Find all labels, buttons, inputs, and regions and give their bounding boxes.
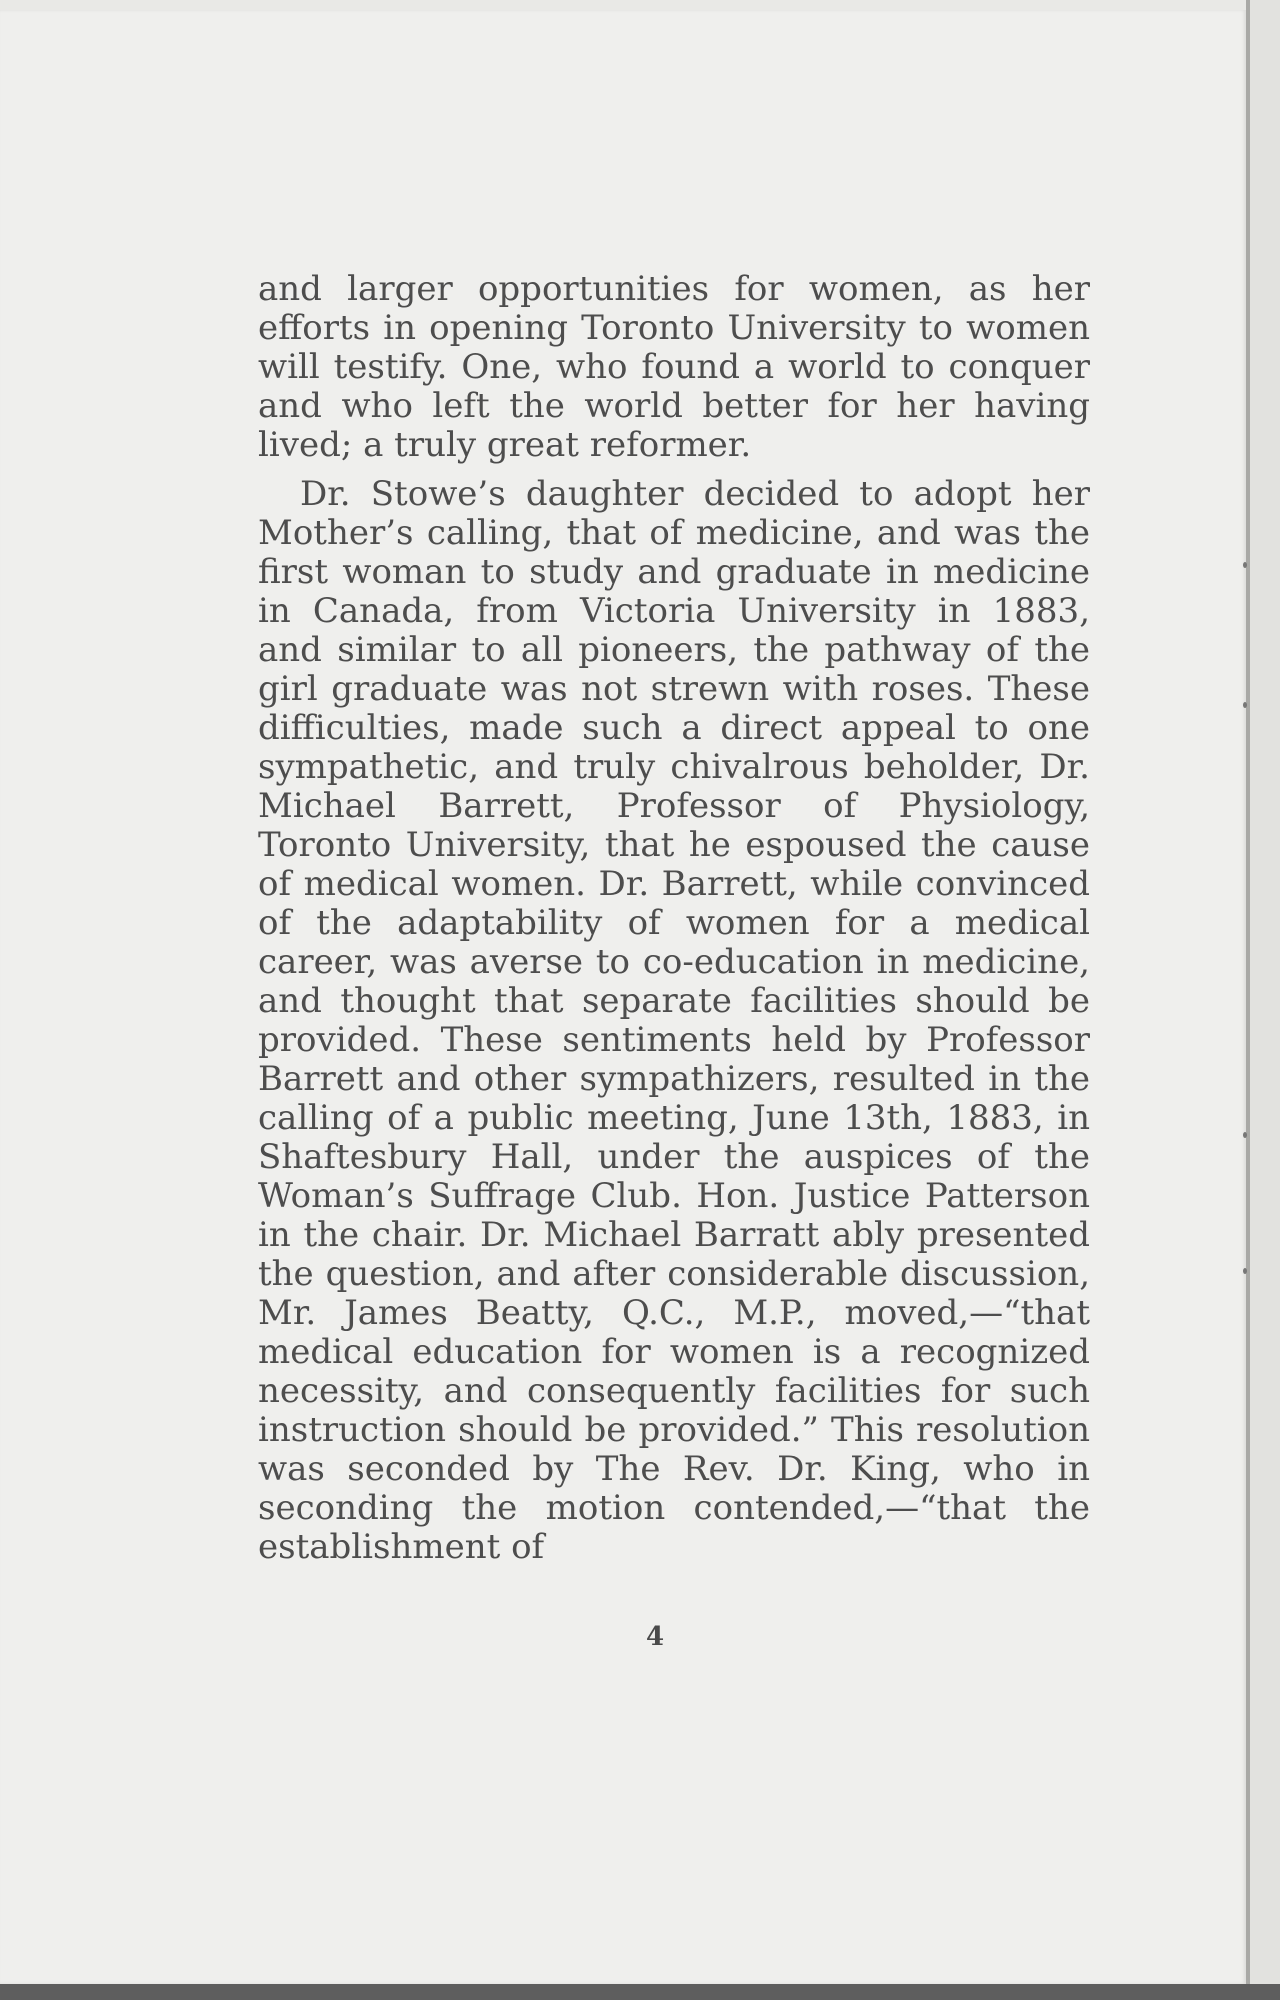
body-text: [258, 270, 1090, 1567]
scan-speck: [1243, 562, 1247, 568]
adjacent-page-edge: [1250, 0, 1280, 2000]
scan-bottom-edge: [0, 1984, 1280, 2000]
scan-speck: [1243, 1132, 1247, 1138]
page-number: 4: [645, 1622, 665, 1652]
scan-speck: [1243, 702, 1247, 708]
paragraph-2: Dr. Stowe’s daughter decided to adopt her Mother’s calling, that of medicine, and was the first woman to study and graduate in medicine in Canada, from Victoria University in 1883, and similar to all pioneers, the pathway of the girl graduate was not strewn with roses. These difficulties, made such a direct appeal to one sympathetic, and truly chivalrous beholder, Dr. Michael Barrett, Professor of Physiology, Toronto University, that he espoused the cause of medical women. Dr. Barrett, while convinced of the adaptability of women for a medical career, was averse to co-education in medicine, and thought that separate facilities should be provided. These sentiments held by Professor Barrett and other sympathizers, resulted in the calling of a public meeting, June 13th, 1883, in Shaftesbury Hall, under the auspices of the Woman’s Suffrage Club. Hon. Justice Patterson in the chair. Dr. Michael Barratt ably presented the question, and after considerable discussion, Mr. James Beatty, Q.C., M.P., moved,—“that medical education for women is a recognized necessity, and consequently facilities for such instruction should be provided.” This resolution was seconded by The Rev. Dr. King, who in seconding the motion contended,—“that the establishment of: [258, 474, 1090, 1567]
paragraph-1: and larger opportunities for women, as her efforts in opening Toronto University to women will testify. One, who found a world to conquer and who left the world better for her having lived; a truly great reformer.: [258, 269, 1090, 465]
scan-speck: [1243, 1268, 1247, 1274]
